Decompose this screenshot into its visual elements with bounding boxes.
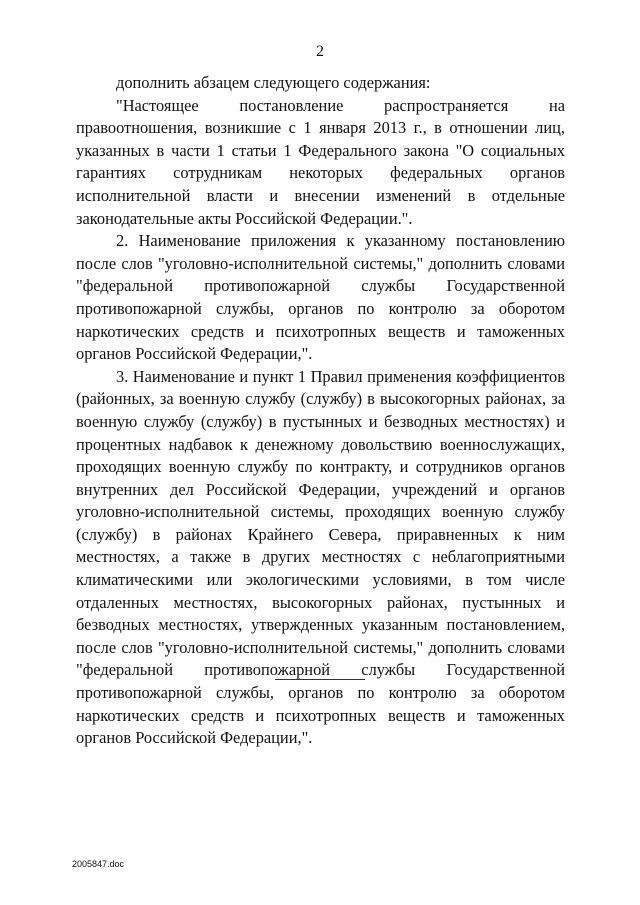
page-number: 2 <box>316 43 324 60</box>
document-body <box>76 72 565 750</box>
paragraph-quote: "Настоящее постановление распространяется на правоотношения, возникшие с 1 января 2013 г., в отношении лиц, указанных в части 1 статьи 1 Федерального закона "О социальных гарантиях сотрудникам некоторых федеральных органов исполнительной власти и внесении изменений в отдельные законодательные акты Российской Федерации.". <box>76 95 565 228</box>
paragraph-intro: дополнить абзацем следующего содержания: <box>116 73 431 92</box>
end-divider <box>275 679 365 680</box>
paragraph-item-2: 2. Наименование приложения к указанному постановлению после слов "уголовно-исполнительной системы," дополнить словами "федеральной противопожарной службы Государственной противопожарной службы, органов по контролю за оборотом наркотических средств и психотропных веществ и таможенных органов Российской Федерации,". <box>76 231 565 364</box>
paragraph-item-3: 3. Наименование и пункт 1 Правил применения коэффициентов (районных, за военную службу (службу) в высокогорных районах, за военную службу (службу) в пустынных и безводных местностях) и процентных надбавок к денежному довольствию военнослужащих, проходящих военную службу по контракту, и сотрудников органов внутренних дел Российской Федерации, учреждений и органов уголовно-исполнительной системы, проходящих военную службу (службу) в районах Крайнего Севера, приравненных к ним местностях, а также в других местностях с неблагоприятными климатическими или экологическими условиями, в том числе отдаленных местностях, высокогорных районах, пустынных и безводных местностях, утвержденных указанным постановлением, после слов "уголовно-исполнительной системы," дополнить словами "федеральной противопожарной службы Государственной противопожарной службы, органов по контролю за оборотом наркотических средств и психотропных веществ и таможенных органов Российской Федерации,". <box>76 366 565 748</box>
document-code: 2005847.doc <box>72 859 125 869</box>
